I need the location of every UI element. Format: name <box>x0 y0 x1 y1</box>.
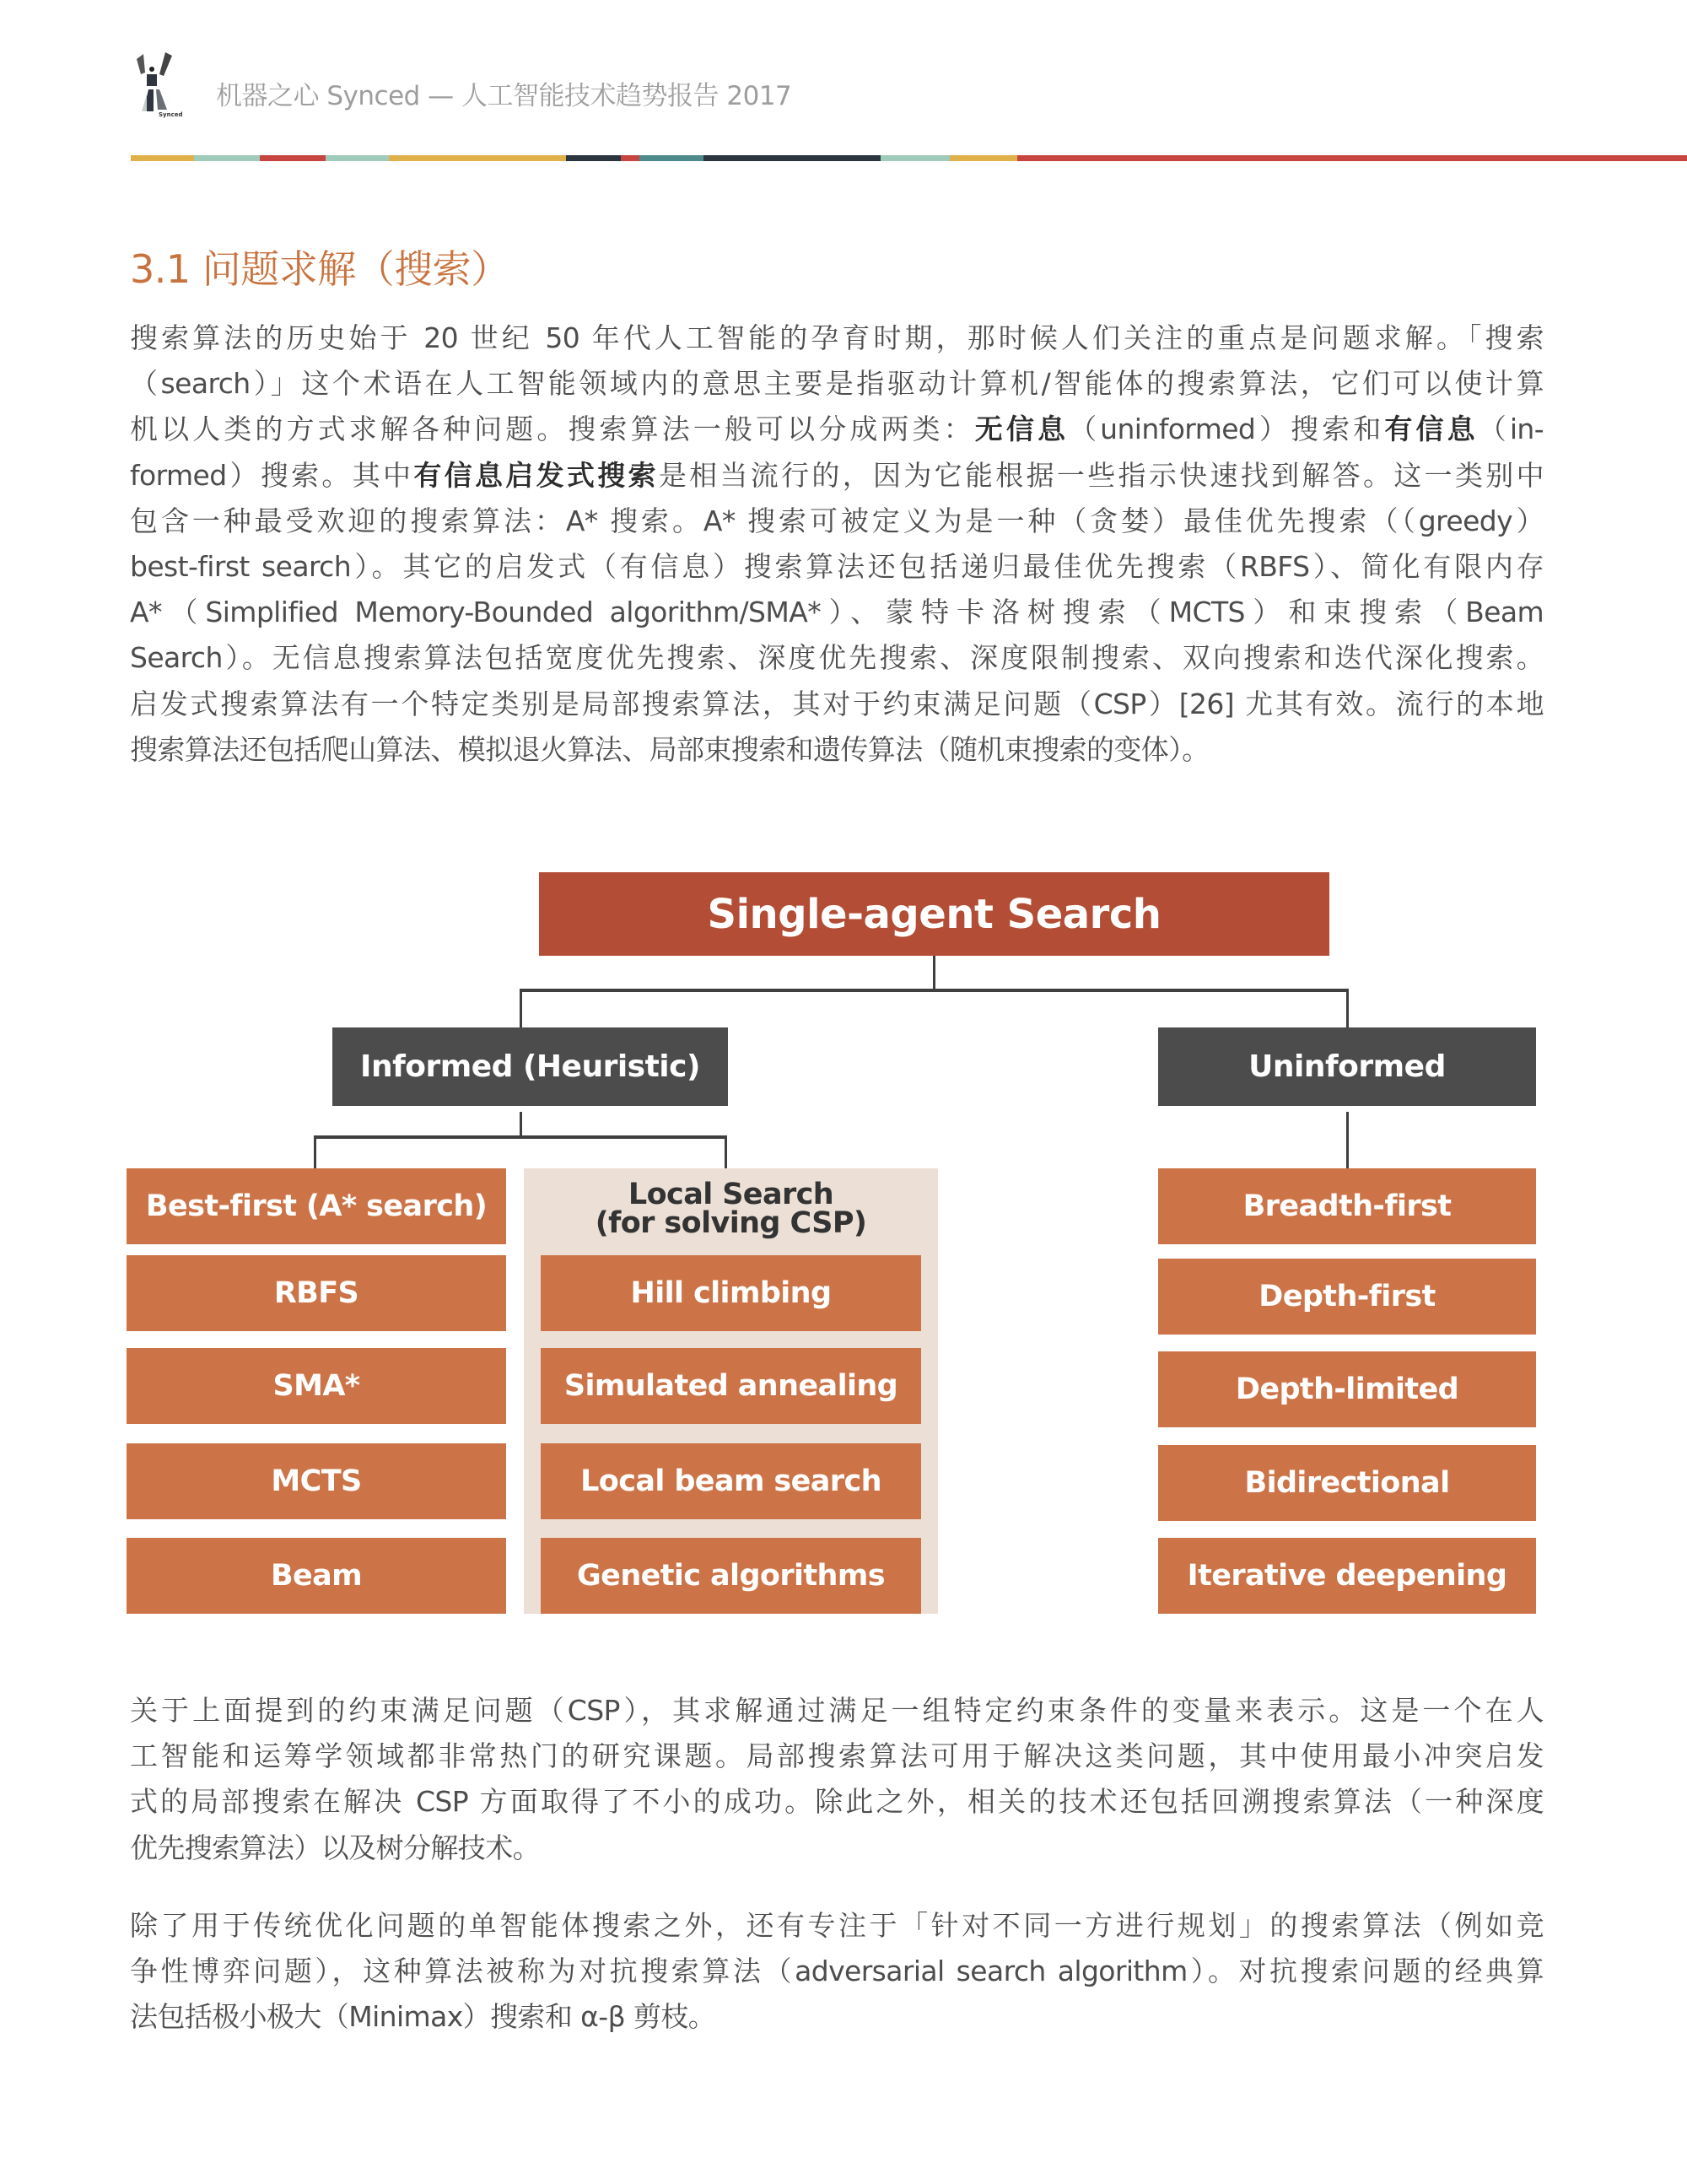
category-uninformed-label: Uninformed <box>1248 1049 1446 1084</box>
uninformed-label: Depth-first <box>1259 1280 1436 1313</box>
paragraph-line: 除了用于传统优化问题的单智能体搜索之外，还有专注于「针对不同一方进行规划」的搜索算法（例如竞 <box>130 1909 1544 1942</box>
paragraph-line: 优先搜索算法）以及树分解技术。 <box>130 1831 541 1864</box>
best-first-node <box>127 1443 506 1519</box>
text-run: formed）搜索。其中 <box>130 458 414 492</box>
paragraph-line <box>130 315 1544 361</box>
local-search-node <box>541 1443 921 1519</box>
category-uninformed <box>1158 1027 1536 1106</box>
text-run: 包含一种最受欢迎的搜索算法：A* 搜索。A* 搜索可被定义为是一种（贪婪）最佳优先搜索（（greedy） <box>130 504 1544 537</box>
text-run: 机以人类的方式求解各种问题。搜索算法一般可以分成两类： <box>130 413 975 446</box>
report-title: 机器之心 Synced — 人工智能技术趋势报告 2017 <box>216 81 792 111</box>
text-run: （uninformed）搜索和 <box>1069 413 1385 446</box>
paragraph-line: 工智能和运筹学领域都非常热门的研究课题。局部搜索算法可用于解决这类问题，其中使用最小冲突启发 <box>130 1739 1544 1773</box>
uninformed-label: Bidirectional <box>1244 1466 1450 1500</box>
intro-paragraph <box>130 315 1544 773</box>
paragraph-line: 争性博弈问题），这种算法被称为对抗搜索算法（adversarial search algorithm）。对抗搜索问题的经典算 <box>130 1955 1544 1988</box>
connector-root-horizontal <box>520 989 1349 992</box>
local-search-node <box>541 1538 921 1614</box>
paragraph-line <box>130 635 1544 681</box>
best-first-label: Best-first (A* search) <box>145 1189 488 1223</box>
text-run: 搜索算法还包括爬山算法、模拟退火算法、局部束搜索和遗传算法（随机束搜索的变体）。 <box>130 732 1210 766</box>
text-run: best-first search）。其它的启发式（有信息）搜索算法还包括递归最佳优先搜索（RBFS）、简化有限内存 <box>130 550 1544 584</box>
paragraph-line <box>130 590 1544 635</box>
local-search-node <box>541 1255 921 1331</box>
uninformed-node <box>1158 1445 1536 1521</box>
paragraph-line <box>130 682 1544 727</box>
root-node-label: Single-agent Search <box>707 890 1161 938</box>
section-heading: 3.1 问题求解（搜索） <box>130 246 509 292</box>
connector-informed-down <box>520 1112 522 1138</box>
root-node-single-agent-search <box>539 872 1329 956</box>
stripe-segment <box>639 155 704 161</box>
paragraph-line <box>130 407 1544 452</box>
connector-informed-horizontal <box>314 1135 727 1139</box>
header-color-stripe <box>131 155 1687 161</box>
uninformed-label: Iterative deepening <box>1187 1559 1507 1593</box>
bold-term: 无信息 <box>974 413 1070 446</box>
stripe-segment <box>389 155 567 161</box>
stripe-segment <box>131 155 195 161</box>
uninformed-node <box>1158 1168 1536 1244</box>
text-run: Search）。无信息搜索算法包括宽度优先搜索、深度优先搜索、深度限制搜索、双向搜索和迭代深化搜索。 <box>130 641 1544 675</box>
stripe-segment <box>260 155 326 161</box>
paragraph-line: 法包括极小极大（Minimax）搜索和 α-β 剪枝。 <box>130 2000 716 2034</box>
uninformed-label: Depth-limited <box>1235 1372 1459 1406</box>
connector-root-down <box>933 956 935 991</box>
uninformed-node <box>1158 1351 1536 1427</box>
paragraph-line <box>130 361 1544 407</box>
bold-term: 有信息启发式搜索 <box>413 458 659 492</box>
stripe-segment <box>881 155 951 161</box>
stripe-segment <box>1017 155 1687 161</box>
best-first-label: Beam <box>270 1559 363 1593</box>
local-search-label: Simulated annealing <box>563 1369 898 1403</box>
stripe-segment <box>621 155 640 161</box>
stripe-segment <box>950 155 1018 161</box>
stripe-segment <box>566 155 622 161</box>
connector-to-best-first <box>314 1135 316 1168</box>
bold-term: 有信息 <box>1384 413 1479 446</box>
connector-to-local-search <box>725 1135 727 1168</box>
connector-to-uninformed <box>1346 989 1349 1027</box>
paragraph-line: 式的局部搜索在解决 CSP 方面取得了不小的成功。除此之外，相关的技术还包括回溯搜索算法（一种深度 <box>130 1785 1544 1819</box>
csp-paragraph <box>130 1688 1544 1871</box>
uninformed-label: Breadth-first <box>1242 1189 1452 1223</box>
local-search-node <box>541 1348 921 1424</box>
stripe-segment <box>194 155 261 161</box>
local-search-label: Local beam search <box>580 1464 881 1498</box>
best-first-node <box>127 1538 506 1614</box>
connector-uninformed-down <box>1346 1112 1349 1168</box>
local-search-title-line-1: Local Search <box>628 1178 834 1211</box>
local-search-title <box>524 1180 938 1238</box>
best-first-node <box>127 1255 506 1331</box>
synced-logo <box>133 51 186 118</box>
category-informed <box>332 1027 728 1106</box>
paragraph-line <box>130 453 1544 499</box>
text-run: 是相当流行的，因为它能根据一些指示快速找到解答。这一类别中 <box>658 458 1544 492</box>
text-run: 搜索算法的历史始于 20 世纪 50 年代人工智能的孕育时期，那时候人们关注的重点是问题求解。「搜索 <box>130 321 1544 354</box>
paragraph-line <box>130 499 1544 544</box>
logo-wordmark: Synced <box>159 111 183 118</box>
paragraph-line: 关于上面提到的约束满足问题（CSP），其求解通过满足一组特定约束条件的变量来表示。这是一个在人 <box>130 1694 1544 1727</box>
uninformed-node <box>1158 1259 1536 1335</box>
category-informed-label: Informed (Heuristic) <box>360 1049 700 1084</box>
paragraph-line <box>130 727 1544 773</box>
local-search-label: Genetic algorithms <box>577 1559 885 1593</box>
adversarial-search-paragraph <box>130 1903 1544 2041</box>
text-run: 启发式搜索算法有一个特定类别是局部搜索算法，其对于约束满足问题（CSP）[26] 尤其有效。流行的本地 <box>130 687 1544 720</box>
best-first-label: MCTS <box>271 1464 362 1498</box>
local-search-label: Hill climbing <box>630 1276 832 1310</box>
text-run: （search）」这个术语在人工智能领域内的意思主要是指驱动计算机/智能体的搜索算法，它们可以使计算 <box>130 367 1544 401</box>
best-first-label: SMA* <box>272 1369 360 1403</box>
local-search-title-line-2: (for solving CSP) <box>595 1206 867 1240</box>
uninformed-node <box>1158 1538 1536 1614</box>
text-run: （in- <box>1478 413 1544 446</box>
best-first-node <box>127 1348 506 1424</box>
text-run: A*（Simplified Memory-Bounded algorithm/SMA*）、蒙特卡洛树搜索（MCTS）和束搜索（Beam <box>130 596 1544 629</box>
best-first-node <box>127 1168 506 1244</box>
best-first-label: RBFS <box>273 1276 359 1310</box>
stripe-segment <box>326 155 390 161</box>
connector-to-informed <box>520 989 522 1027</box>
paragraph-line <box>130 544 1544 590</box>
stripe-segment <box>703 155 881 161</box>
